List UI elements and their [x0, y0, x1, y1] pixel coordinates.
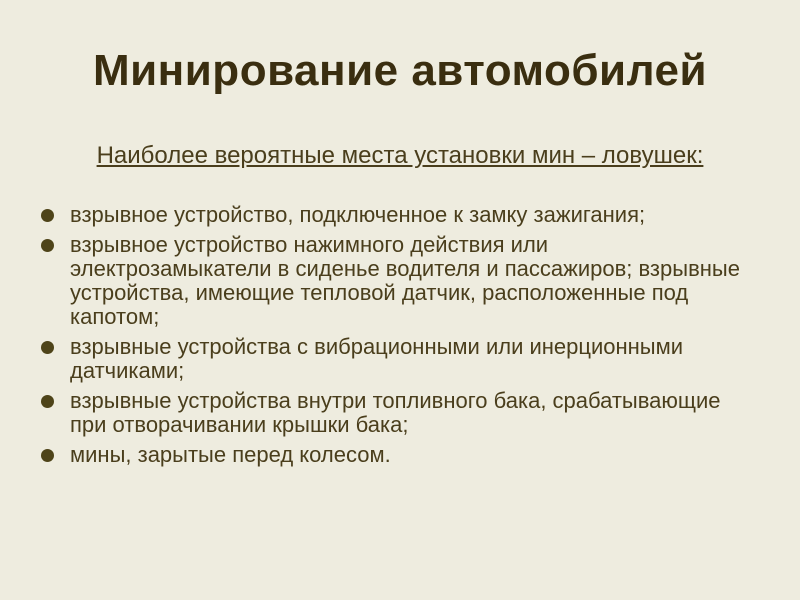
bullet-text: взрывные устройства с вибрационными или инерционными датчиками;: [70, 334, 684, 383]
bullet-item: [40, 443, 740, 467]
bullet-dot-icon: [41, 341, 54, 354]
bullet-item: [40, 233, 740, 329]
bullet-text: взрывное устройство, подключенное к замку зажигания;: [70, 202, 646, 227]
bullet-item: [40, 203, 740, 227]
bullet-dot-icon: [41, 395, 54, 408]
bullet-text: мины, зарытые перед колесом.: [70, 442, 391, 467]
slide-title: Минирование автомобилей: [92, 46, 707, 95]
bullet-text: взрывное устройство нажимного действия или электрозамыкатели в сиденье водителя и пассажиров; взрывные устройства, имеющие тепловой датчик, расположенные под капотом;: [70, 232, 740, 329]
bullet-dot-icon: [41, 239, 54, 252]
bullet-text: взрывные устройства внутри топливного бака, срабатывающие при отворачивании крышки бака;: [70, 388, 721, 437]
bullet-list: [40, 203, 740, 473]
slide-subtitle: Наиболее вероятные места установки мин – ловушек:: [96, 142, 704, 169]
bullet-dot-icon: [41, 209, 54, 222]
bullet-item: [40, 335, 740, 383]
bullet-dot-icon: [41, 449, 54, 462]
bullet-item: [40, 389, 740, 437]
